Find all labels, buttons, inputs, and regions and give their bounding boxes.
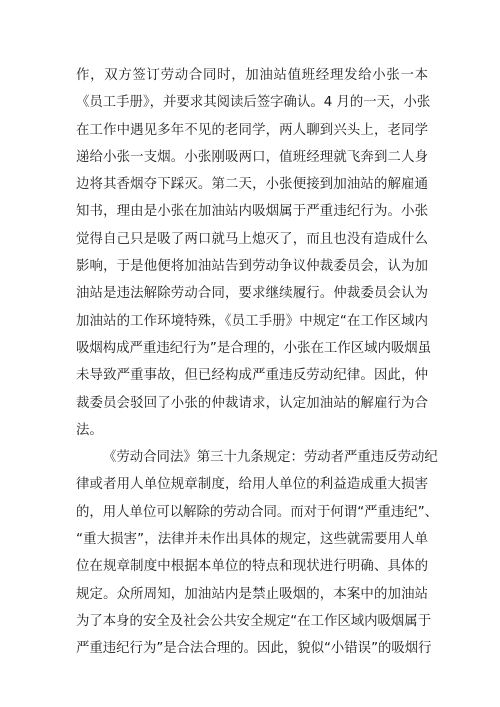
text-line: 《劳动合同法》第三十九条规定：劳动者严重违反劳动纪 xyxy=(103,450,438,466)
text-line: 法。 xyxy=(76,422,103,438)
text-line: 的，用人单位可以解除的劳动合同。而对于何谓“严重违纪”、 xyxy=(76,504,439,520)
text-line: “重大损害”，法律并未作出具体的规定，这些就需要用人单 xyxy=(76,532,428,548)
text-line: 作，双方签订劳动合同时，加油站值班经理发给小张一本 xyxy=(76,68,428,83)
text-line: 油站是违法解除劳动合同，要求继续履行。仲裁委员会认为 xyxy=(76,286,428,302)
text-line: 律或者用人单位规章制度，给用人单位的利益造成重大损害 xyxy=(76,477,428,493)
paragraph-case-facts xyxy=(76,62,432,444)
text-line: 规定。众所周知，加油站内是禁止吸烟的，本案中的加油站 xyxy=(76,586,428,602)
text-line: 位在规章制度中根据本单位的特点和现状进行明确、具体的 xyxy=(76,559,428,575)
text-line: 为了本身的安全及社会公共安全规定“在工作区域内吸烟属于 xyxy=(76,613,432,629)
text-line: 边将其香烟夺下踩灭。第二天，小张便接到加油站的解雇通 xyxy=(76,177,428,193)
text-line: 递给小张一支烟。小张刚吸两口，值班经理就飞奔到二人身 xyxy=(76,149,428,165)
text-line: 严重违纪行为”是合法合理的。因此，貌似“小错误”的吸烟行 xyxy=(76,641,432,657)
text-line: 觉得自己只是吸了两口就马上熄灭了，而且也没有造成什么 xyxy=(76,231,428,247)
paragraph-legal-analysis xyxy=(76,444,439,662)
text-line: 在工作中遇见多年不见的老同学，两人聊到兴头上，老同学 xyxy=(76,122,428,138)
text-line: 影响，于是他便将加油站告到劳动争议仲裁委员会，认为加 xyxy=(76,259,428,275)
body-text xyxy=(76,62,439,663)
text-line: 《员工手册》，并要求其阅读后签字确认。4 月的一天，小张 xyxy=(76,95,431,111)
text-line: 知书，理由是小张在加油站内吸烟属于严重违纪行为。小张 xyxy=(76,204,428,220)
text-line: 加油站的工作环境特殊，《员工手册》中规定“在工作区域内 xyxy=(76,313,428,329)
text-line: 裁委员会驳回了小张的仲裁请求，认定加油站的解雇行为合 xyxy=(76,395,428,411)
text-line: 吸烟构成严重违纪行为”是合理的，小张在工作区域内吸烟虽 xyxy=(76,340,432,356)
text-line: 未导致严重事故，但已经构成严重违反劳动纪律。因此，仲 xyxy=(76,368,428,384)
